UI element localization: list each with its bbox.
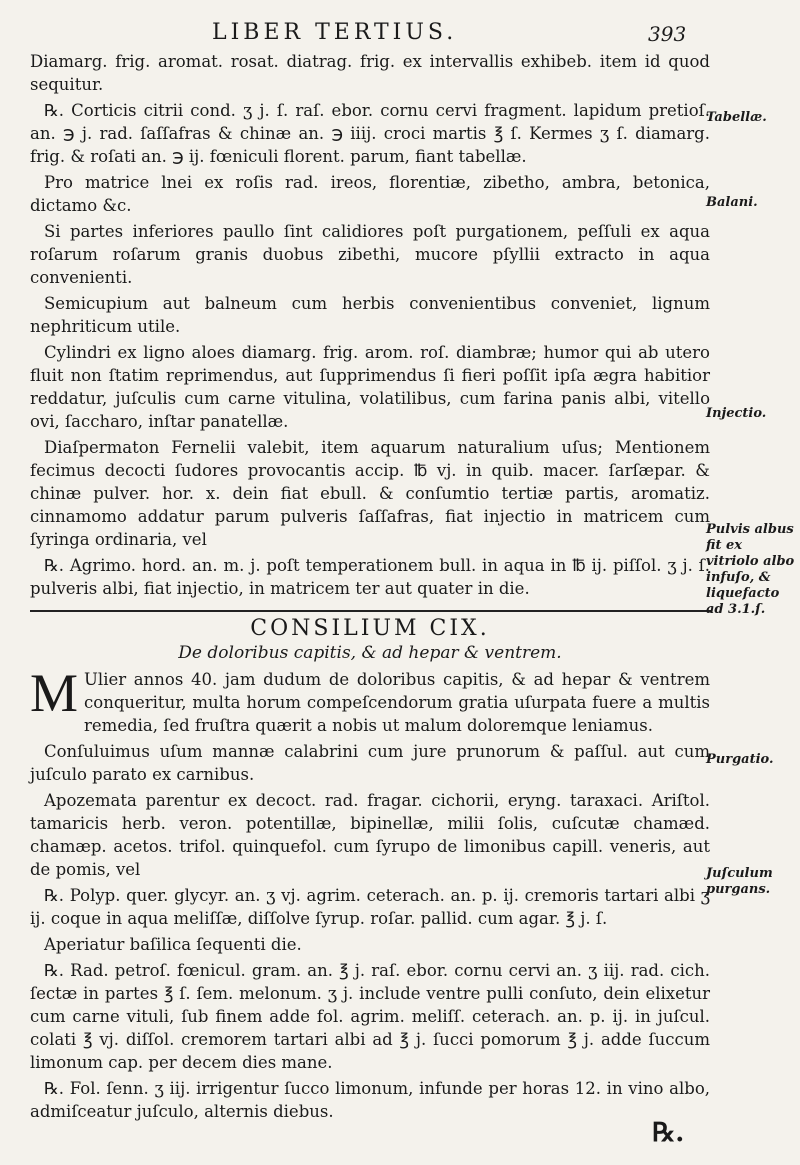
margin-note: Juſculum purgans. [706,866,773,897]
section-subtitle: De doloribus capitis, & ad hepar & ventrem. [178,643,562,663]
paragraph: Conſuluimus uſum mannæ calabrini cum jure prunorum & paſſul. aut cum juſculo parato ex carnibus. [30,742,710,784]
margin-note: Purgatio. [706,752,774,767]
paragraph: ℞. Corticis citrii cond. ʒ j. ſ. raſ. ebor. cornu cervi fragment. lapidum pretioſ. an. ℈ j. rad. ſaſſafras & chinæ an. ℈ iiij. croci martis ℥ ſ. Kermes ʒ ſ. diamarg. frig. & roſati an. ℈ ij. fœniculi florent. parum, fiant tabellæ. [30,101,710,166]
paragraph-text: Ulier annos 40. jam dudum de doloribus capitis, & ad hepar & ventrem conqueritur, multa horum compeſcendorum gratia uſurpata fuere a multis remedia, ſed fruſtra quærit a nobis ut malum doloremque leniamus. [84,670,710,735]
page-number: 393 [648,22,687,46]
page-header [0,20,800,50]
paragraph: Apozemata parentur ex decoct. rad. fragar. cichorii, eryng. taraxaci. Ariſtol. tamaricis herb. veron. potentillæ, bipinellæ, milii ſolis, cuſcutæ chamæd. chamæp. acetos. trifol. quinquefol. cum ſyrupo de limonibus capill. veneris, aut de pomis, vel [30,791,710,879]
paragraph: Pro matrice lnei ex roſis rad. ireos, florentiæ, zibetho, ambra, betonica, dictamo &c. [30,173,710,215]
paragraph: Diamarg. frig. aromat. rosat. diatrag. frig. ex intervallis exhibeb. item id quod sequitur. [30,52,710,94]
section-divider [30,610,712,612]
running-head: LIBER TERTIUS. [212,20,458,45]
paragraph: ℞. Rad. petroſ. fœnicul. gram. an. ℥ j. raſ. ebor. cornu cervi an. ʒ iij. rad. cich. ſectæ in partes ℥ ſ. ſem. melonum. ʒ j. include ventre pulli conſuto, dein elixetur cum carne vituli, ſub finem adde fol. agrim. meliſſ. ceterach. an. p. ij. in juſcul. colati ℥ vj. diſſol. cremorem tartari albi ad ℥ j. ſucci pomorum ℥ j. adde ſuccum limonum cap. per decem dies mane. [30,961,710,1072]
paragraph: Si partes inferiores paullo ſint calidiores poſt purgationem, peſſuli ex aqua roſarum roſarum granis duobus zibethi, mucore pſyllii extracto in aqua convenienti. [30,222,710,287]
paragraph-dropcap [30,663,710,737]
paragraph: Diaſpermaton Fernelii valebit, item aquarum naturalium uſus; Mentionem fecimus decocti ſudores provocantis accip. ℔ vj. in quib. macer. ſarſæpar. & chinæ pulver. hor. x. dein fiat ebull. & conſumtio tertiæ partis, aromatiz. cinnamomo addatur parum pulveris ſaſſafras, fiat injectio in matricem cum ſyringa ordinaria, vel [30,438,710,549]
paragraph: Aperiatur baſilica ſequenti die. [44,935,302,954]
catchword: ℞. [652,1118,685,1148]
main-text-column [30,50,710,1126]
drop-cap: M [30,663,79,723]
paragraph: Semicupium aut balneum cum herbis convenientibus conveniet, lignum nephriticum utile. [30,294,710,336]
margin-note: Tabellæ. [706,110,767,125]
margin-note: Pulvis albus fit ex vitriolo albo infuſo, & liquefacto ad 3.1.ſ. [706,522,795,617]
paragraph: ℞. Polyp. quer. glycyr. an. ʒ vj. agrim. ceterach. an. p. ij. cremoris tartari albi ʒ ij. coque in aqua meliſſæ, diſſolve ſyrup. roſar. pallid. cum agar. ℥ j. ſ. [30,886,710,928]
paragraph: ℞. Fol. ſenn. ʒ iij. irrigentur ſucco limonum, infunde per horas 12. in vino albo, admiſceatur juſculo, alternis diebus. [30,1079,710,1121]
paragraph: ℞. Agrimo. hord. an. m. j. poſt temperationem bull. in aqua in ℔ ij. piſſol. ʒ j. ſ. pulveris albi, fiat injectio, in matricem ter aut quater in die. [30,556,710,598]
section-title: CONSILIUM CIX. [250,616,490,641]
margin-note: Balani. [706,195,758,210]
paragraph: Cylindri ex ligno aloes diamarg. frig. arom. roſ. diambræ; humor qui ab utero fluit non ſtatim reprimendus, aut ſupprimendus ſi fieri poſſit ipſa ægra habitior reddatur, juſculis cum carne vitulina, volatilibus, cum farina panis albi, vitello ovi, ſaccharo, inſtar panatellæ. [30,343,710,431]
margin-note: Injectio. [706,406,767,421]
